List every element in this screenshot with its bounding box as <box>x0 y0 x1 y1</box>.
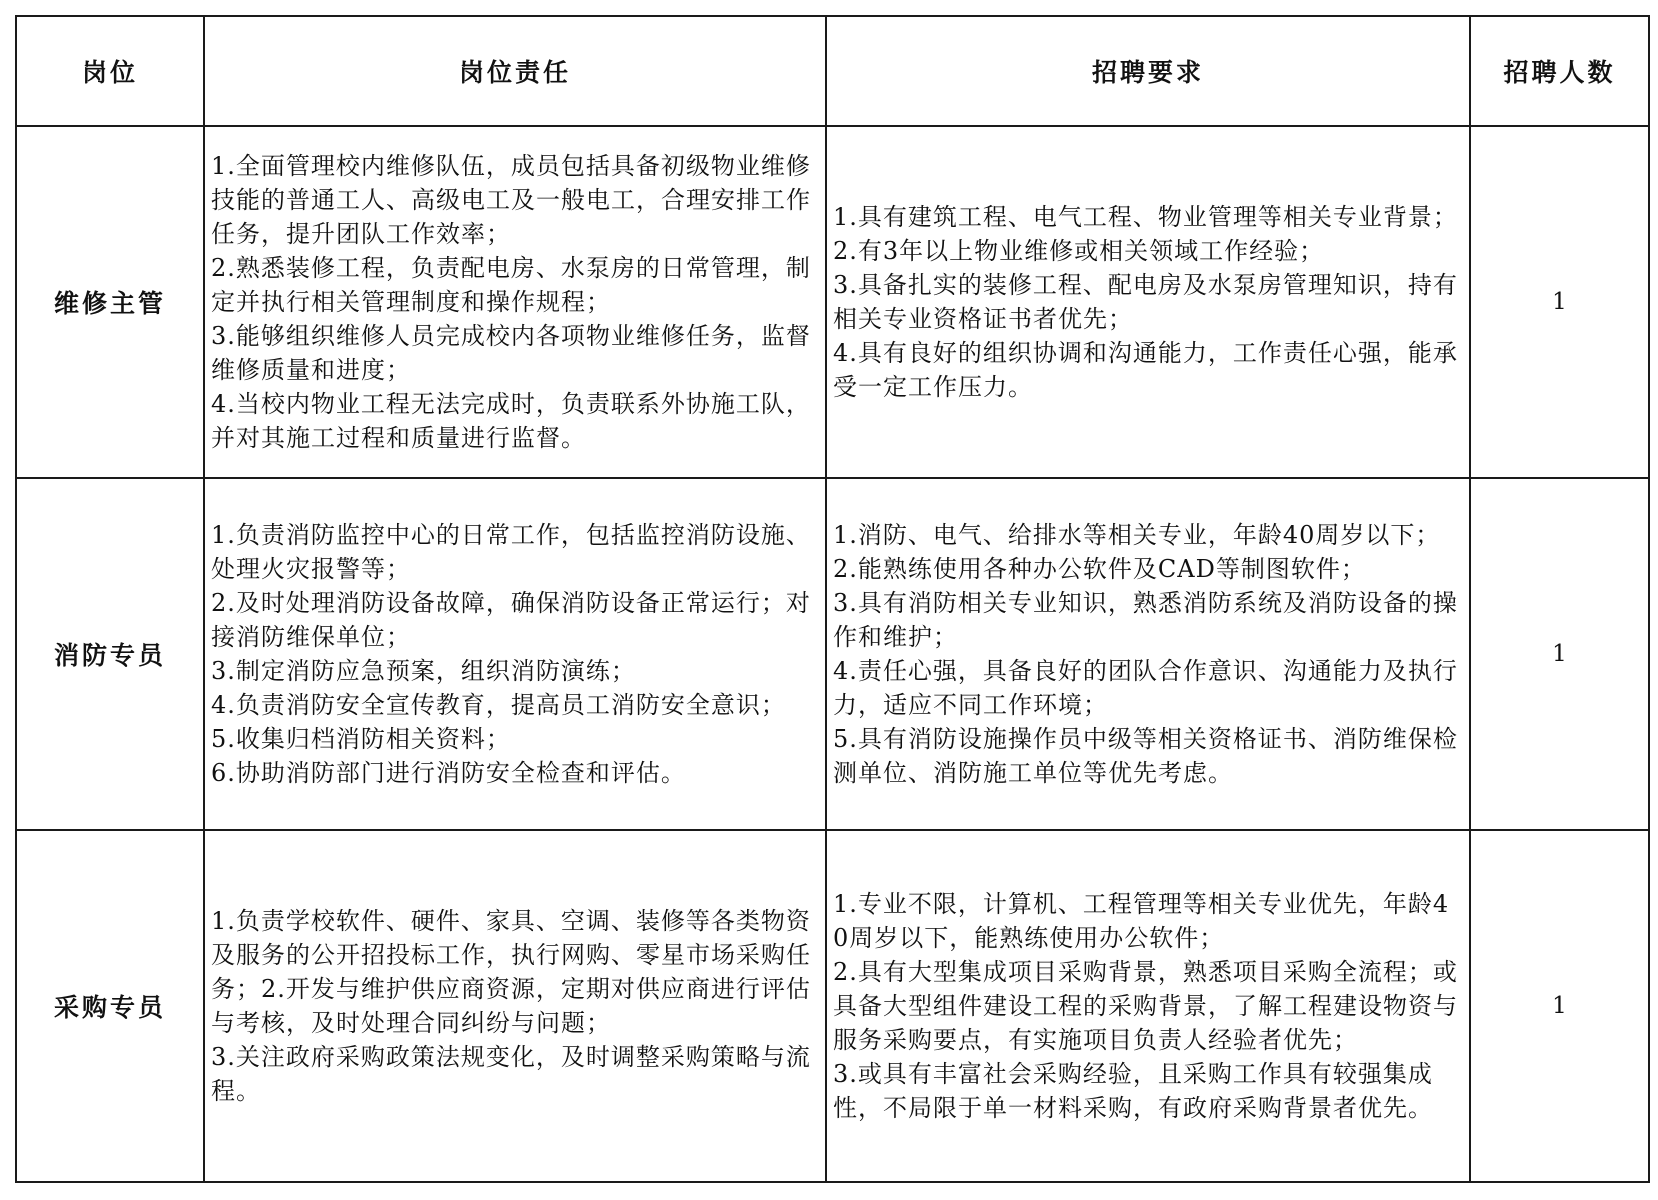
requirement-cell <box>826 478 1470 830</box>
position-cell: 消防专员 <box>16 478 204 830</box>
duty-line: 4.当校内物业工程无法完成时，负责联系外协施工队，并对其施工过程和质量进行监督。 <box>211 390 811 452</box>
recruitment-table <box>15 15 1650 1183</box>
count-cell: 1 <box>1470 478 1649 830</box>
position-cell: 采购专员 <box>16 830 204 1182</box>
requirement-line: 5.具有消防设施操作员中级等相关资格证书、消防维保检测单位、消防施工单位等优先考虑。 <box>833 725 1458 787</box>
table-row <box>16 830 1649 1182</box>
duty-line: 3.关注政府采购政策法规变化，及时调整采购策略与流程。 <box>211 1043 811 1105</box>
requirement-line: 3.或具有丰富社会采购经验，且采购工作具有较强集成性，不局限于单一材料采购，有政府采购背景者优先。 <box>833 1060 1433 1122</box>
duty-line: 3.能够组织维修人员完成校内各项物业维修任务，监督维修质量和进度； <box>211 322 811 384</box>
table-row <box>16 126 1649 478</box>
requirement-line: 2.能熟练使用各种办公软件及CAD等制图软件； <box>833 555 1366 583</box>
header-position: 岗位 <box>16 16 204 126</box>
duty-line: 1.负责消防监控中心的日常工作，包括监控消防设施、处理火灾报警等； <box>211 521 811 583</box>
requirement-line: 1.专业不限，计算机、工程管理等相关专业优先，年龄40周岁以下，能熟练使用办公软件； <box>833 890 1450 952</box>
duty-cell <box>204 478 826 830</box>
duty-line: 5.收集归档消防相关资料； <box>211 725 511 753</box>
table-header-row <box>16 16 1649 126</box>
requirement-line: 1.消防、电气、给排水等相关专业，年龄40周岁以下； <box>833 521 1441 549</box>
header-count: 招聘人数 <box>1470 16 1649 126</box>
duty-line: 1.负责学校软件、硬件、家具、空调、装修等各类物资及服务的公开招投标工作，执行网购、零星市场采购任务；2.开发与维护供应商资源，定期对供应商进行评估与考核，及时处理合同纠纷与问题； <box>211 907 811 1037</box>
requirement-line: 3.具有消防相关专业知识，熟悉消防系统及消防设备的操作和维护； <box>833 589 1458 651</box>
duty-line: 2.熟悉装修工程，负责配电房、水泵房的日常管理，制定并执行相关管理制度和操作规程； <box>211 254 811 316</box>
requirement-line: 2.有3年以上物业维修或相关领域工作经验； <box>833 237 1325 265</box>
duty-cell <box>204 830 826 1182</box>
duty-line: 3.制定消防应急预案，组织消防演练； <box>211 657 636 685</box>
requirement-line: 4.责任心强，具备良好的团队合作意识、沟通能力及执行力，适应不同工作环境； <box>833 657 1458 719</box>
recruitment-table-wrapper <box>15 15 1648 1183</box>
requirement-line: 4.具有良好的组织协调和沟通能力，工作责任心强，能承受一定工作压力。 <box>833 339 1458 401</box>
requirement-line: 3.具备扎实的装修工程、配电房及水泵房管理知识，持有相关专业资格证书者优先； <box>833 271 1458 333</box>
requirement-cell <box>826 830 1470 1182</box>
requirement-line: 2.具有大型集成项目采购背景，熟悉项目采购全流程；或具备大型组件建设工程的采购背景，了解工程建设物资与服务采购要点，有实施项目负责人经验者优先； <box>833 958 1458 1054</box>
requirement-cell <box>826 126 1470 478</box>
table-row <box>16 478 1649 830</box>
duty-line: 1.全面管理校内维修队伍，成员包括具备初级物业维修技能的普通工人、高级电工及一般电工，合理安排工作任务，提升团队工作效率； <box>211 152 811 248</box>
requirement-line: 1.具有建筑工程、电气工程、物业管理等相关专业背景； <box>833 203 1458 231</box>
duty-line: 2.及时处理消防设备故障，确保消防设备正常运行；对接消防维保单位； <box>211 589 811 651</box>
count-cell: 1 <box>1470 830 1649 1182</box>
header-requirement: 招聘要求 <box>826 16 1470 126</box>
duty-line: 4.负责消防安全宣传教育，提高员工消防安全意识； <box>211 691 786 719</box>
duty-line: 6.协助消防部门进行消防安全检查和评估。 <box>211 759 686 787</box>
duty-cell <box>204 126 826 478</box>
position-cell: 维修主管 <box>16 126 204 478</box>
header-duty: 岗位责任 <box>204 16 826 126</box>
count-cell: 1 <box>1470 126 1649 478</box>
